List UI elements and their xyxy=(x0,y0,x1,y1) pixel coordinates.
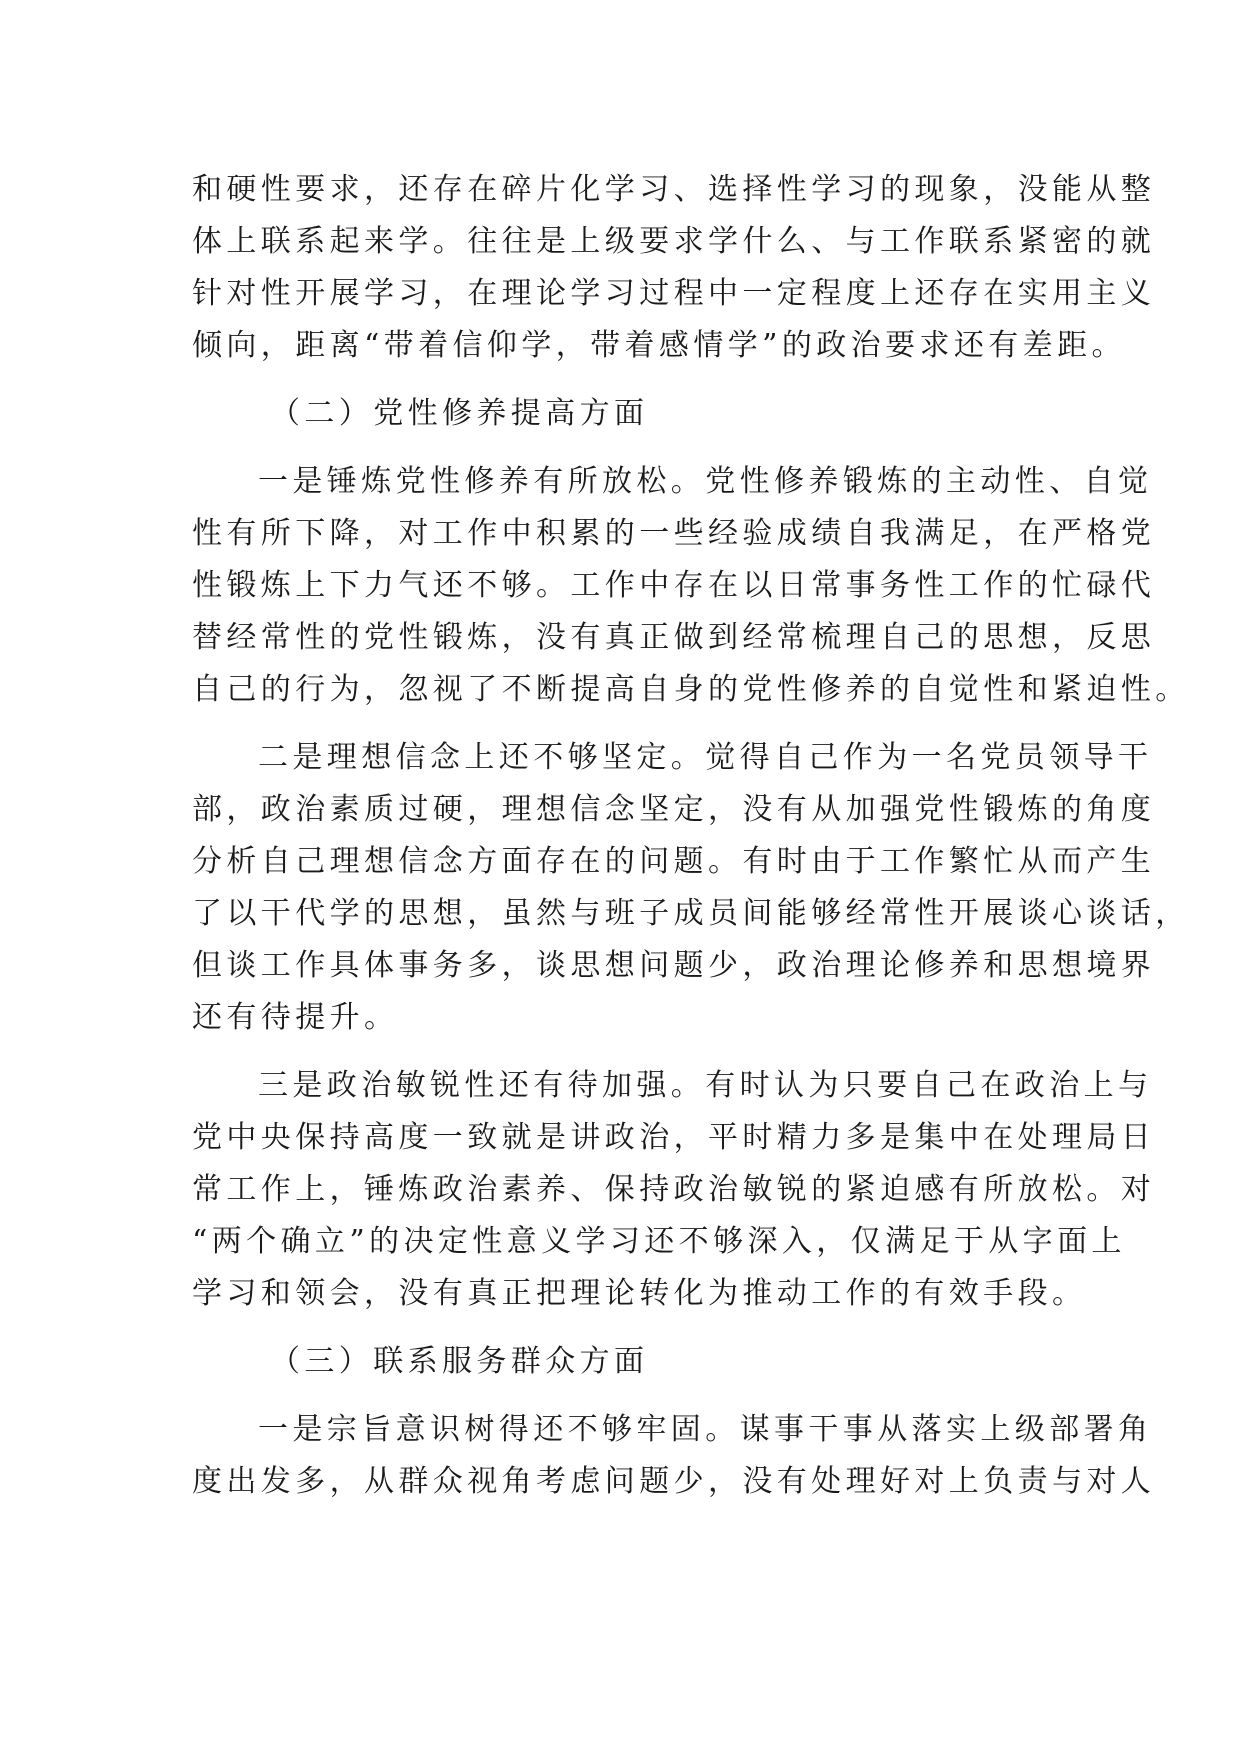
text-line: 替经常性的党性锻炼，没有真正做到经常梳理自己的思想，反思 xyxy=(192,620,1156,655)
text-line: “两个确立”的决定性意义学习还不够深入，仅满足于从字面上 xyxy=(192,1224,1126,1259)
text-line: 部，政治素质过硬，理想信念坚定，没有从加强党性锻炼的角度 xyxy=(192,792,1156,827)
section-heading-2 xyxy=(192,388,1050,440)
paragraph-2 xyxy=(192,732,1190,1044)
text-line: 学习和领会，没有真正把理论转化为推动工作的有效手段。 xyxy=(192,1276,1087,1311)
section-heading-3 xyxy=(192,1336,1050,1388)
text-line: 倾向，距离“带着信仰学，带着感情学”的政治要求还有差距。 xyxy=(192,328,1126,363)
text-line: 常工作上，锤炼政治素养、保持政治敏锐的紧迫感有所放松。对 xyxy=(192,1172,1156,1207)
text-line: 了以干代学的思想，虽然与班子成员间能够经常性开展谈心谈话， xyxy=(192,896,1190,931)
heading-text: （二）党性修养提高方面 xyxy=(270,396,649,431)
text-line: 一是宗旨意识树得还不够牢固。谋事干事从落实上级部署角 xyxy=(258,1412,1153,1447)
text-line: 性有所下降，对工作中积累的一些经验成绩自我满足，在严格党 xyxy=(192,516,1156,551)
text-line: 党中央保持高度一致就是讲政治，平时精力多是集中在处理局日 xyxy=(192,1120,1156,1155)
text-line: 三是政治敏锐性还有待加强。有时认为只要自己在政治上与 xyxy=(258,1068,1153,1103)
paragraph-continued xyxy=(192,164,1156,372)
paragraph-4 xyxy=(192,1404,1156,1508)
text-line: 一是锤炼党性修养有所放松。党性修养锻炼的主动性、自觉 xyxy=(258,464,1153,499)
text-line: 性锻炼上下力气还不够。工作中存在以日常事务性工作的忙碌代 xyxy=(192,568,1156,603)
heading-text: （三）联系服务群众方面 xyxy=(270,1344,649,1379)
text-line: 二是理想信念上还不够坚定。觉得自己作为一名党员领导干 xyxy=(258,740,1153,775)
text-line: 分析自己理想信念方面存在的问题。有时由于工作繁忙从而产生 xyxy=(192,844,1156,879)
text-line: 自己的行为，忽视了不断提高自身的党性修养的自觉性和紧迫性。 xyxy=(192,672,1190,707)
text-line: 但谈工作具体事务多，谈思想问题少，政治理论修养和思想境界 xyxy=(192,948,1156,983)
text-line: 针对性开展学习，在理论学习过程中一定程度上还存在实用主义 xyxy=(192,276,1156,311)
text-line: 和硬性要求，还存在碎片化学习、选择性学习的现象，没能从整 xyxy=(192,172,1156,207)
document-page xyxy=(192,164,1190,1508)
text-line: 还有待提升。 xyxy=(192,1000,399,1035)
text-line: 体上联系起来学。往往是上级要求学什么、与工作联系紧密的就 xyxy=(192,224,1156,259)
text-line: 度出发多，从群众视角考虑问题少，没有处理好对上负责与对人 xyxy=(192,1464,1156,1499)
paragraph-3 xyxy=(192,1060,1156,1320)
paragraph-1 xyxy=(192,456,1190,716)
